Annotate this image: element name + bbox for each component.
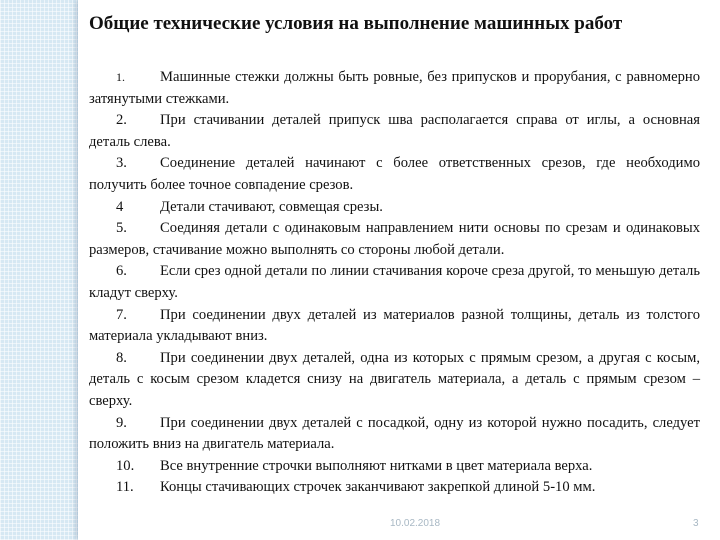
item-text: При стачивании деталей припуск шва располагается справа от иглы, а основная деталь слева. (89, 112, 700, 150)
conditions-list (89, 67, 700, 499)
list-item (89, 67, 700, 110)
slide-date: 10.02.2018 (390, 518, 441, 529)
list-item (89, 218, 700, 261)
item-text: Если срез одной детали по линии стачивания короче среза другой, то меньшую деталь кладут сверху. (89, 263, 700, 301)
page-number: 3 (693, 518, 699, 529)
item-number: 7. (116, 306, 127, 323)
item-text: Соединение деталей начинают с более ответственных срезов, где необходимо получить более точное совпадение срезов. (89, 155, 700, 193)
item-text: Соединяя детали с одинаковым направлением нити основы по срезам и одинаковых размеров, стачивание можно выполнять со стороны любой детали. (89, 220, 700, 258)
item-number: 2. (116, 112, 127, 129)
item-text: При соединении двух деталей из материалов разной толщины, деталь из толстого материала укладывают вниз. (89, 306, 700, 345)
slide-title: Общие технические условия на выполнение машинных работ (89, 13, 623, 34)
list-item (89, 348, 700, 413)
item-text: При соединении двух деталей с посадкой, одну из которой нужно посадить, следует положить вниз на двигатель материала. (89, 414, 700, 453)
item-number: 3. (116, 155, 127, 172)
item-number: 5. (116, 220, 127, 237)
item-text: Машинные стежки должны быть ровные, без припусков и прорубания, с равномерно затянутыми стежками. (89, 69, 700, 107)
list-item (89, 305, 700, 348)
item-number: 10. (116, 457, 135, 474)
item-number: 1. (116, 70, 125, 84)
item-number: 9. (116, 414, 127, 431)
item-number: 6. (116, 263, 127, 280)
item-number: 4 (116, 198, 124, 215)
item-number: 11. (116, 479, 134, 496)
item-text: Все внутренние строчки выполняют нитками в цвет материала верха. (160, 457, 593, 474)
item-number: 8. (116, 349, 127, 366)
list-item (89, 456, 700, 478)
list-item (89, 477, 700, 499)
list-item (89, 261, 700, 304)
item-text: Детали стачивают, совмещая срезы. (160, 198, 383, 215)
item-text: При соединении двух деталей, одна из которых с прямым срезом, а другая с косым, деталь с косым срезом кладется снизу на двигатель материала, а деталь с прямым срезом – сверху. (89, 349, 700, 409)
item-text: Концы стачивающих строчек заканчивают закрепкой длиной 5-10 мм. (160, 479, 596, 496)
list-item (89, 413, 700, 456)
list-item (89, 110, 700, 153)
list-item (89, 197, 700, 219)
list-item (89, 153, 700, 196)
